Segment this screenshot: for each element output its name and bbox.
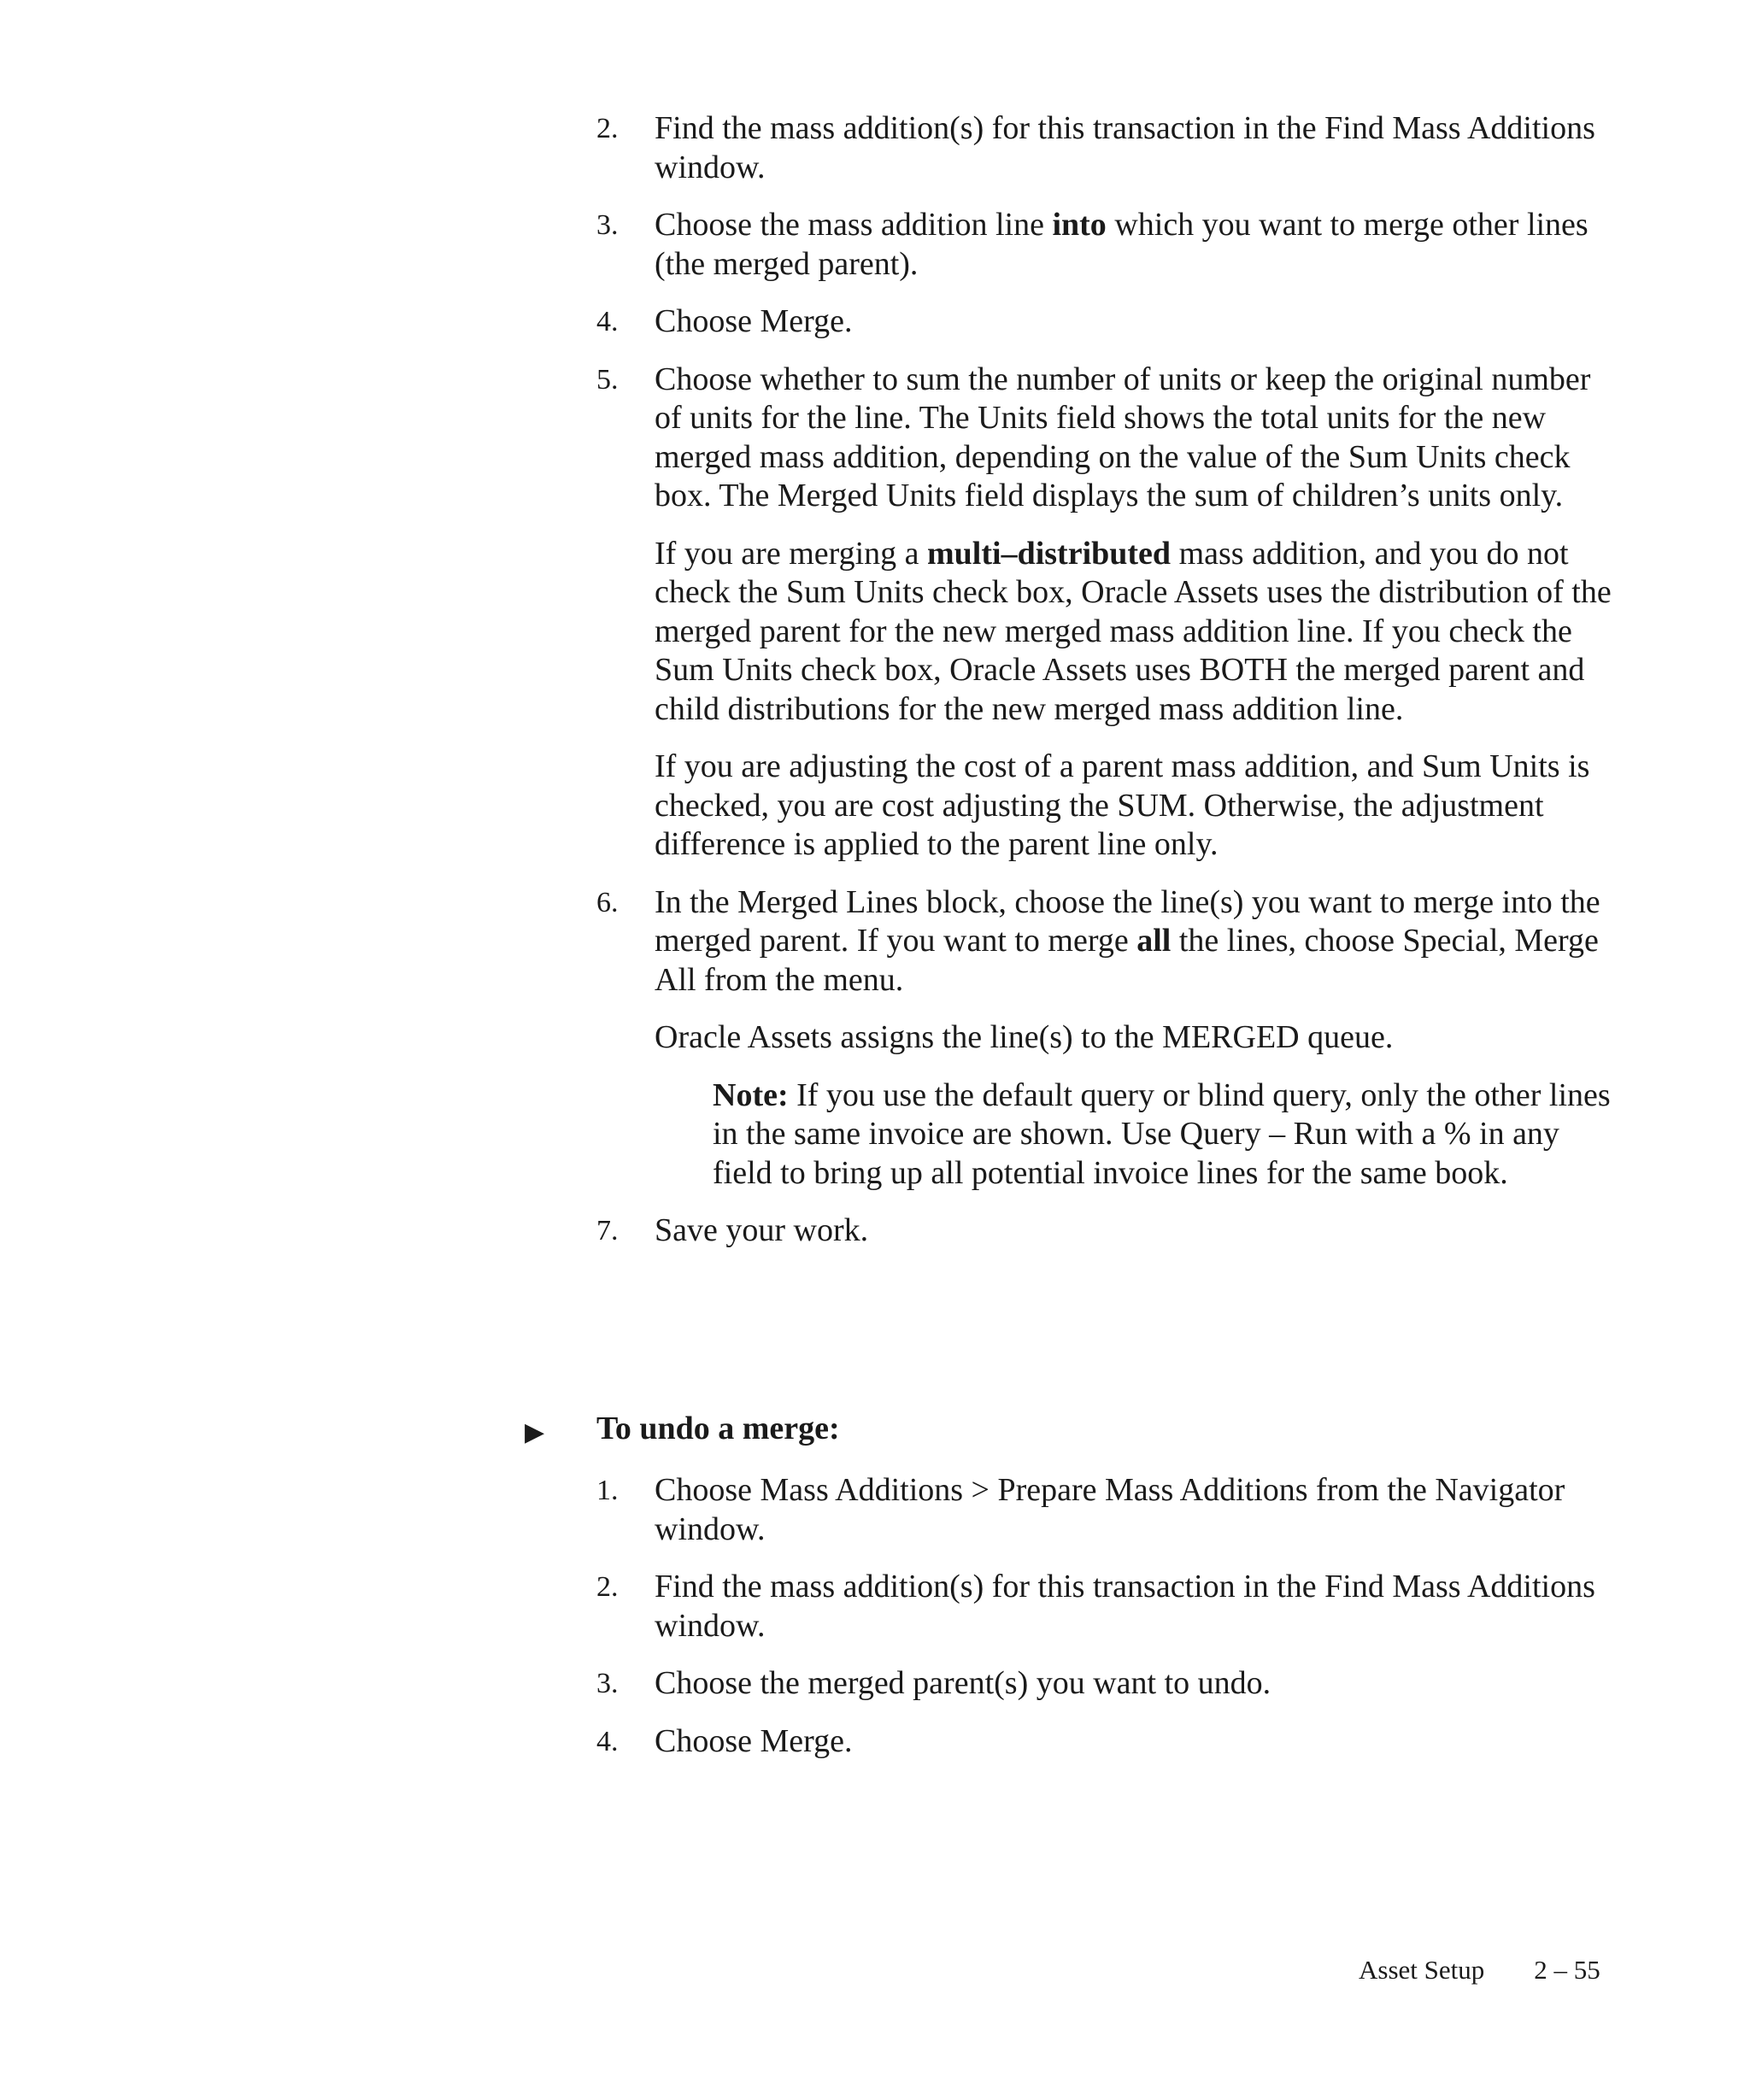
- note-block: [713, 1076, 1622, 1194]
- list-item: [596, 1568, 1622, 1645]
- step-paragraph: Oracle Assets assigns the line(s) to the MERGED queue.: [655, 1019, 1394, 1055]
- list-item: [596, 1471, 1622, 1549]
- step-text: Choose Mass Additions > Prepare Mass Additions from the Navigator window.: [655, 1472, 1565, 1547]
- step-number: 7.: [596, 1215, 619, 1247]
- step-text: Find the mass addition(s) for this transaction in the Find Mass Additions window.: [655, 1569, 1595, 1644]
- step-text-bold: into: [1052, 207, 1107, 243]
- step-number: 3.: [596, 1668, 619, 1699]
- list-item: [596, 1211, 1622, 1251]
- paragraph-text-post: mass addition, and you do not check the Sum Units check box, Oracle Assets uses the distribution of the merged parent for the new merged mass addition line. If you check the Sum Units check box, Oracle Assets uses BOTH the merged parent and child distributions for the new merged mass addition line.: [655, 535, 1612, 727]
- step-text: Choose Merge.: [655, 1722, 853, 1759]
- step-text-pre: In the Merged Lines block, choose the line(s) you want to merge into the merged parent. If you want to merge: [655, 883, 1600, 959]
- paragraph-text-bold: multi–distributed: [927, 535, 1172, 572]
- list-item: [596, 1664, 1622, 1704]
- note-text: If you use the default query or blind query, only the other lines in the same invoice are shown. Use Query – Run with a % in any field to bring up all potential invoice lines for the same book.: [713, 1076, 1611, 1191]
- section-heading: To undo a merge:: [596, 1411, 840, 1446]
- step-text-post: the lines, choose Special, Merge All from the menu.: [655, 923, 1599, 998]
- step-text: Choose Merge.: [655, 303, 853, 339]
- footer-page-number: 2 – 55: [1534, 1955, 1600, 1985]
- step-paragraph: If you are adjusting the cost of a parent mass addition, and Sum Units is checked, you are cost adjusting the SUM. Otherwise, the adjustment difference is applied to the parent line only.: [655, 748, 1590, 862]
- list-item: [596, 1722, 1622, 1762]
- step-number: 4.: [596, 306, 619, 337]
- undo-steps-list: [596, 1471, 1622, 1780]
- note-label: Note:: [713, 1076, 789, 1113]
- step-paragraph: [655, 535, 1622, 730]
- list-item: [596, 206, 1622, 284]
- footer-section-title: Asset Setup: [1359, 1955, 1485, 1985]
- step-text: Choose whether to sum the number of units or keep the original number of units for the line. The Units field shows the total units for the new merged mass addition, depending on the value of the Sum Units check box. The Merged Units field displays the sum of children’s units only.: [655, 361, 1591, 513]
- list-item: [596, 109, 1622, 187]
- step-number: 5.: [596, 363, 619, 396]
- step-number: 2.: [596, 1571, 619, 1603]
- step-text-post: which you want to merge other lines (the merged parent).: [655, 207, 1589, 282]
- step-number: 2.: [596, 113, 619, 144]
- right-triangle-icon: ▶: [525, 1417, 545, 1447]
- step-text-pre: Choose the mass addition line: [655, 207, 1053, 243]
- merge-steps-list: [596, 109, 1622, 1270]
- list-item: [596, 302, 1622, 342]
- step-number: 4.: [596, 1725, 619, 1757]
- step-number: 3.: [596, 209, 619, 241]
- page-footer: [1359, 1955, 1600, 1986]
- paragraph-text-pre: If you are merging a: [655, 535, 928, 572]
- step-text: Find the mass addition(s) for this transaction in the Find Mass Additions window.: [655, 110, 1595, 185]
- step-text: Choose the merged parent(s) you want to undo.: [655, 1665, 1271, 1701]
- list-item: [596, 361, 1622, 865]
- step-number: 1.: [596, 1475, 619, 1506]
- list-item: [596, 883, 1622, 1194]
- step-text: Save your work.: [655, 1212, 869, 1248]
- step-number: 6.: [596, 886, 619, 918]
- step-text-bold: all: [1136, 923, 1172, 959]
